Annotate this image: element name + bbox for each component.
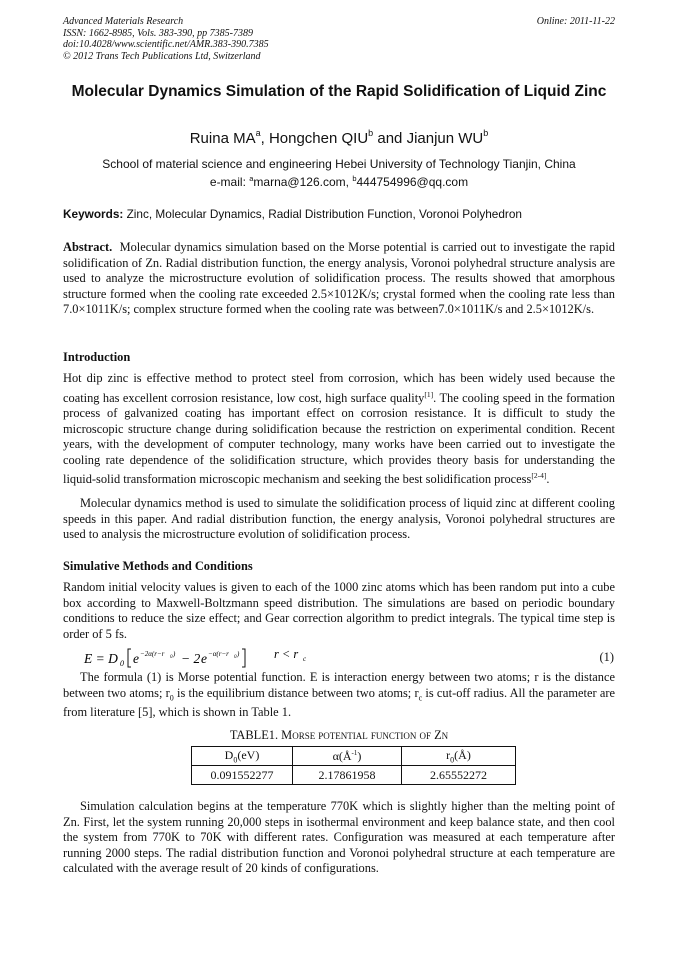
section-heading-methods: Simulative Methods and Conditions — [63, 559, 253, 573]
svg-text:0: 0 — [120, 659, 124, 668]
author-name: Ruina MA — [189, 130, 256, 147]
methods-paragraph-2 — [63, 670, 615, 721]
morse-formula — [84, 647, 284, 669]
svg-text:): ) — [237, 650, 240, 658]
svg-text:0: 0 — [234, 655, 237, 660]
svg-text:r < r: r < r — [274, 647, 299, 661]
svg-text:−α(r−r: −α(r−r — [208, 650, 229, 658]
svg-text:E = D: E = D — [84, 651, 118, 666]
paragraph-text: The formula (1) is Morse potential function. E is interaction energy between two atoms; r is the distance between two atoms; r — [63, 670, 615, 700]
paper-title: Molecular Dynamics Simulation of the Rapid Solidification of Liquid Zinc — [71, 83, 607, 100]
copyright-line: © 2012 Trans Tech Publications Ltd, Switzerland — [63, 50, 261, 62]
citation[interactable]: [2-4] — [531, 471, 547, 480]
table-header-cell: $\alpha(Å^{-1})$ — [293, 747, 402, 766]
abstract-text: Molecular dynamics simulation based on the Morse potential is carried out to investigate the rapid solidification of Zn. Radial distribution function, the energy analysis, Voronoi polyhedral structure analysis are used to analyze the microstructure evolution of solidification process. The results showed that amorphous structure formed when the cooling rate exceeded 2.5×1012K/s; crystal formed when the cooling rate less than 7.0×1011K/s; complex structure formed when the cooling rate was between7.0×1011K/s and 2.5×1012K/s. — [63, 240, 615, 316]
table-caption-prefix: TABLE1. — [229, 728, 282, 742]
paragraph-text: is the equilibrium distance between two atoms; r — [173, 685, 419, 700]
author-affil-mark: b — [368, 128, 374, 138]
paragraph-text: Hot dip zinc is effective method to protect steel from corrosion, which has been widely used because the coating has excellent corrosion resistance, low cost, high surface quality — [63, 371, 615, 405]
email-mark: b — [352, 173, 357, 183]
cutoff-condition — [274, 645, 324, 663]
author-list — [63, 128, 615, 147]
morse-parameters-table — [191, 746, 516, 785]
author-name: Hongchen QIU — [268, 130, 369, 147]
svg-text:c: c — [303, 655, 307, 663]
subscript: 0 — [169, 692, 174, 702]
table-header-row — [192, 747, 516, 766]
introduction-paragraph-2: Molecular dynamics method is used to simulate the solidification process of liquid zinc at different cooling speeds in this paper. And radial distribution function, the energy analysis, Voronoi polyhedral structures are used to analysis the microstructure evolution of solidification process. — [63, 496, 615, 541]
author-separator: , — [260, 130, 269, 147]
table-cell: 2.65552272 — [402, 766, 516, 785]
issn-line: ISSN: 1662-8985, Vols. 383-390, pp 7385-7389 — [63, 27, 253, 39]
svg-text:e: e — [133, 651, 139, 666]
email-link[interactable]: 444754996@qq.com — [356, 174, 469, 189]
subscript: c — [418, 692, 423, 702]
svg-text:−2α(r−r: −2α(r−r — [140, 650, 165, 658]
svg-text:e: e — [201, 651, 207, 666]
methods-paragraph-1: Random initial velocity values is given to each of the 1000 zinc atoms which has been random put into a cube box according to Maxwell-Boltzmann speed distribution. The simulations are based on periodic boundary conditions to reduce the size effect; and Gear correction algorithm to predict integrals. The typical time step is order of 5 fs. — [63, 580, 615, 641]
abstract-label: Abstract. — [63, 240, 113, 254]
table-cell: 2.17861958 — [293, 766, 402, 785]
svg-text:): ) — [173, 650, 176, 658]
keywords-label: Keywords: — [63, 207, 124, 221]
svg-text:− 2: − 2 — [181, 651, 201, 666]
author-separator: and — [373, 130, 407, 147]
author-affil-mark: a — [255, 128, 261, 138]
keywords — [63, 207, 615, 221]
affiliation: School of material science and engineering Hebei University of Technology Tianjin, China — [102, 157, 576, 171]
email-line — [63, 172, 615, 190]
keywords-text: Zinc, Molecular Dynamics, Radial Distribution Function, Voronoi Polyhedron — [126, 207, 522, 221]
email-separator: , — [345, 174, 353, 189]
citation[interactable]: [1] — [424, 389, 434, 399]
section-heading-introduction: Introduction — [63, 350, 131, 364]
author-name: Jianjun WU — [406, 130, 484, 147]
introduction-paragraph — [63, 371, 615, 488]
table-cell: 0.091552277 — [192, 766, 293, 785]
email-mark: a — [249, 173, 254, 183]
paragraph-text: . The cooling speed in the formation process of galvanized coating has important effect on corrosion resistance. It is difficult to study the microscopic structure change during solidification because the restriction on experimental condition. Recent years, with the development of computer technology, many works have been carried out to investigate the cooling rate dependence of the solidification structure, which provides theory basis for understanding the liquid-solid transformation microscopic mechanism and seeking the best solidification process — [63, 390, 615, 486]
journal-name: Advanced Materials Research — [63, 16, 184, 27]
svg-text:0: 0 — [170, 655, 173, 660]
running-header — [63, 16, 269, 62]
table-header-cell: $r_0(Å)$ — [402, 747, 516, 766]
author-affil-mark: b — [483, 128, 489, 138]
paragraph-text: is cut-off radius. All the parameter are from literature [5], which is shown in Table 1. — [63, 685, 615, 720]
paragraph-text: . — [546, 472, 550, 486]
affiliation-block — [63, 157, 615, 189]
email-label: e-mail: — [209, 174, 250, 189]
table-caption-text: Morse potential function of Zn — [281, 728, 449, 742]
table-header-cell: $D_0(eV)$ — [192, 747, 293, 766]
table-caption — [63, 728, 615, 743]
doi-line: doi:10.4028/www.scientific.net/AMR.383-390.7385 — [63, 39, 269, 50]
equation-number: (1) — [599, 650, 614, 664]
morse-equation — [84, 647, 614, 669]
email-link[interactable]: marna@126.com — [253, 174, 346, 189]
methods-paragraph-3: Simulation calculation begins at the temperature 770K which is slightly higher than the melting point of Zn. First, let the system running 20,000 steps in isothermal environment and keep balance state, and then cool the system from 770K to 70K with different rates. Configuration was measured at each temperature after running 2000 steps. The radial distribution function and Voronoi polyhedral structure at each temperature are calculated with the average result of 20 kinds of configurations. — [63, 799, 615, 875]
table-row — [192, 766, 516, 785]
online-date: Online: 2011-11-22 — [536, 16, 615, 27]
abstract — [63, 240, 615, 318]
